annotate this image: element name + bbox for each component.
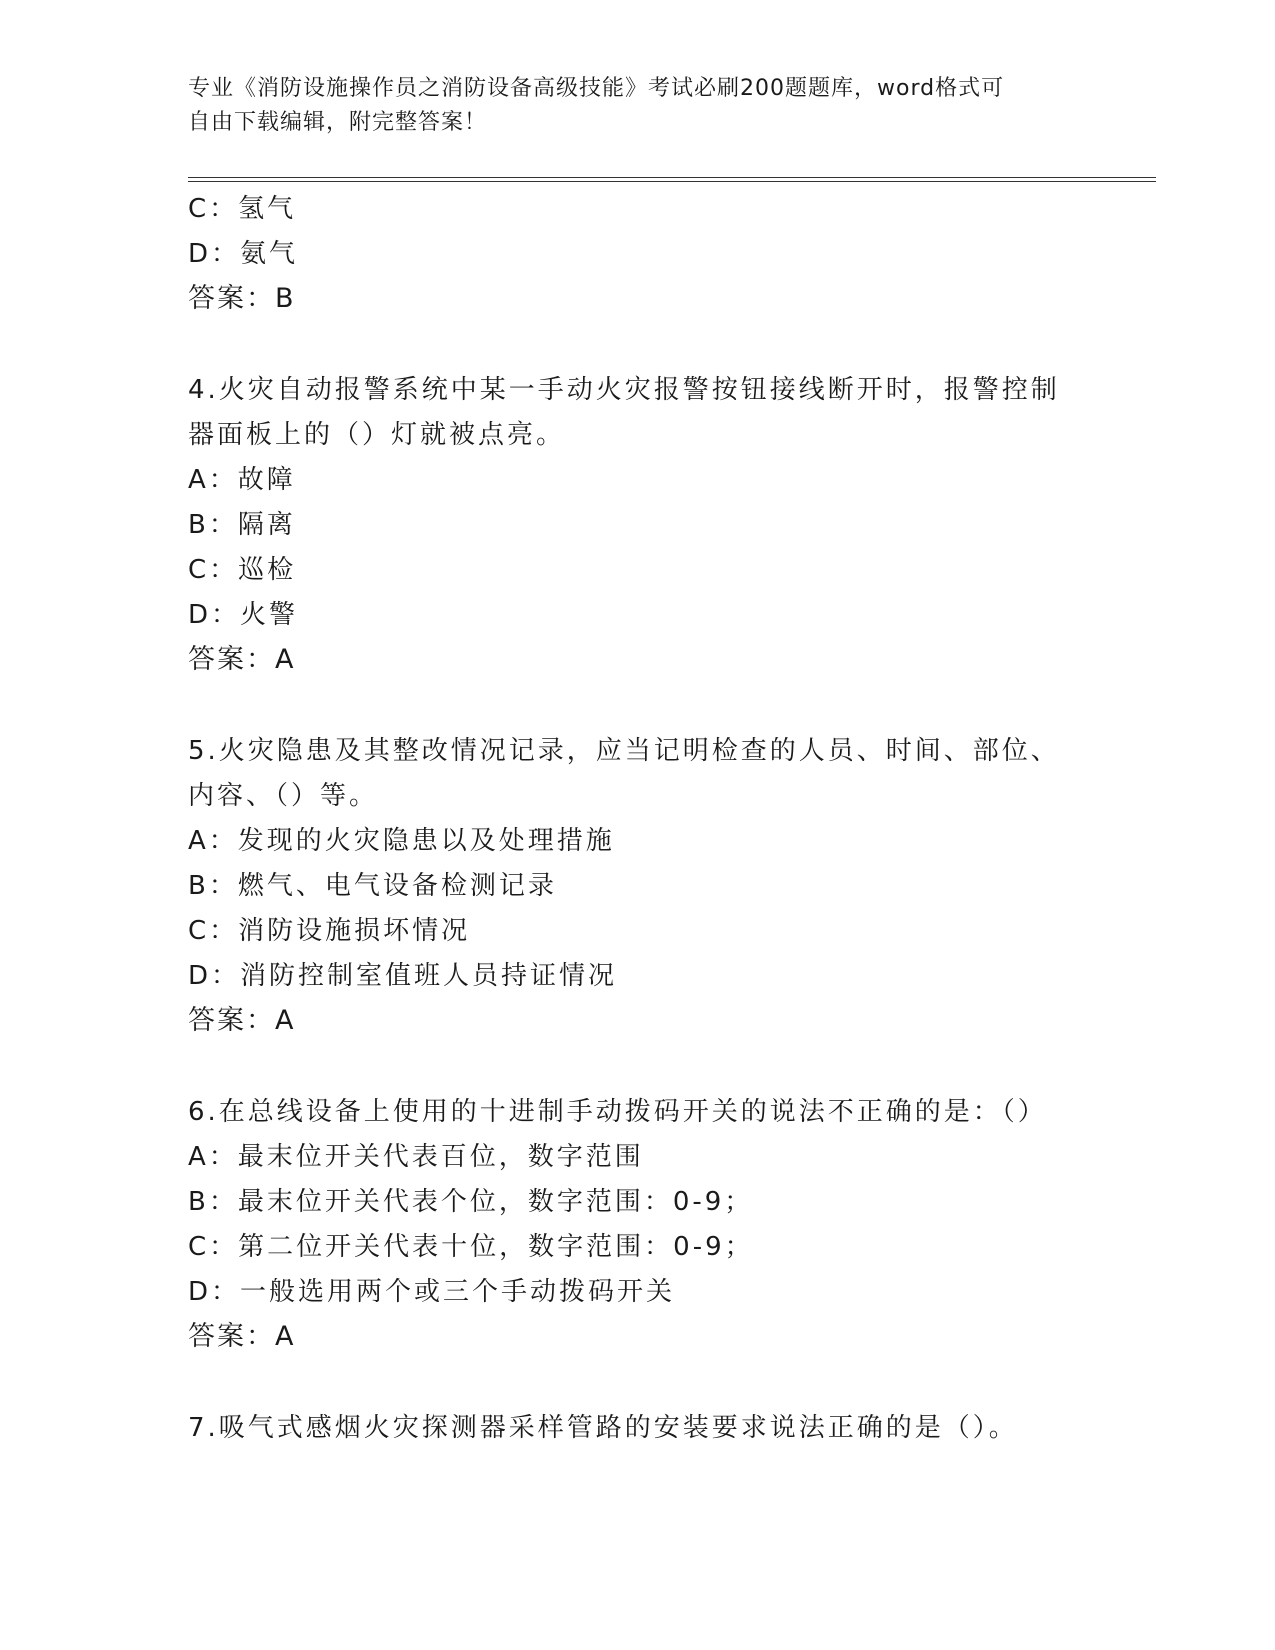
question-spacer	[188, 688, 1088, 734]
header-line-2: 自由下载编辑，附完整答案！	[188, 110, 488, 135]
question-stem-line-1: 7.吸气式感烟火灾探测器采样管路的安装要求说法正确的是（）。	[188, 1413, 1018, 1443]
question-3-tail	[188, 192, 1088, 316]
option-c: C：消防设施损坏情况	[188, 916, 471, 946]
header-divider-top	[188, 177, 1156, 178]
question-stem-line-2: 器面板上的（）灯就被点亮。	[188, 420, 566, 450]
question-list	[188, 192, 1088, 1456]
option-b: B：燃气、电气设备检测记录	[188, 871, 557, 901]
answer-line: 答案：A	[188, 1005, 296, 1036]
option-a: A：最末位开关代表百位，数字范围	[188, 1142, 644, 1172]
question-6	[188, 1095, 1088, 1354]
answer-line: 答案：A	[188, 1321, 296, 1352]
page-header	[188, 72, 1068, 140]
option-c: C：氢气	[188, 194, 297, 224]
answer-line: 答案：A	[188, 644, 296, 675]
question-5	[188, 734, 1088, 1038]
option-d: D：消防控制室值班人员持证情况	[188, 961, 618, 991]
option-c: C：第二位开关代表十位，数字范围：0-9；	[188, 1232, 754, 1262]
answer-line: 答案：B	[188, 283, 296, 314]
question-4	[188, 373, 1088, 677]
header-divider-bottom	[188, 181, 1156, 182]
option-d: D：火警	[188, 600, 299, 630]
option-d: D：氨气	[188, 239, 299, 269]
question-stem-line-2: 内容、（）等。	[188, 781, 379, 811]
question-stem-line-1: 5.火灾隐患及其整改情况记录，应当记明检查的人员、时间、部位、	[188, 736, 1060, 766]
option-b: B：隔离	[188, 510, 296, 540]
option-c: C：巡检	[188, 555, 297, 585]
question-stem-line-1: 6.在总线设备上使用的十进制手动拨码开关的说法不正确的是：（）	[188, 1097, 1047, 1127]
option-b: B：最末位开关代表个位，数字范围：0-9；	[188, 1187, 754, 1217]
question-spacer	[188, 1049, 1088, 1095]
question-stem-line-1: 4.火灾自动报警系统中某一手动火灾报警按钮接线断开时，报警控制	[188, 375, 1060, 405]
option-d: D：一般选用两个或三个手动拨码开关	[188, 1277, 676, 1307]
header-line-1: 专业《消防设施操作员之消防设备高级技能》考试必刷200题题库，word格式可	[188, 76, 1005, 101]
option-a: A：故障	[188, 465, 296, 495]
option-a: A：发现的火灾隐患以及处理措施	[188, 826, 615, 856]
question-spacer	[188, 1365, 1088, 1411]
question-7	[188, 1411, 1088, 1445]
question-spacer	[188, 327, 1088, 373]
